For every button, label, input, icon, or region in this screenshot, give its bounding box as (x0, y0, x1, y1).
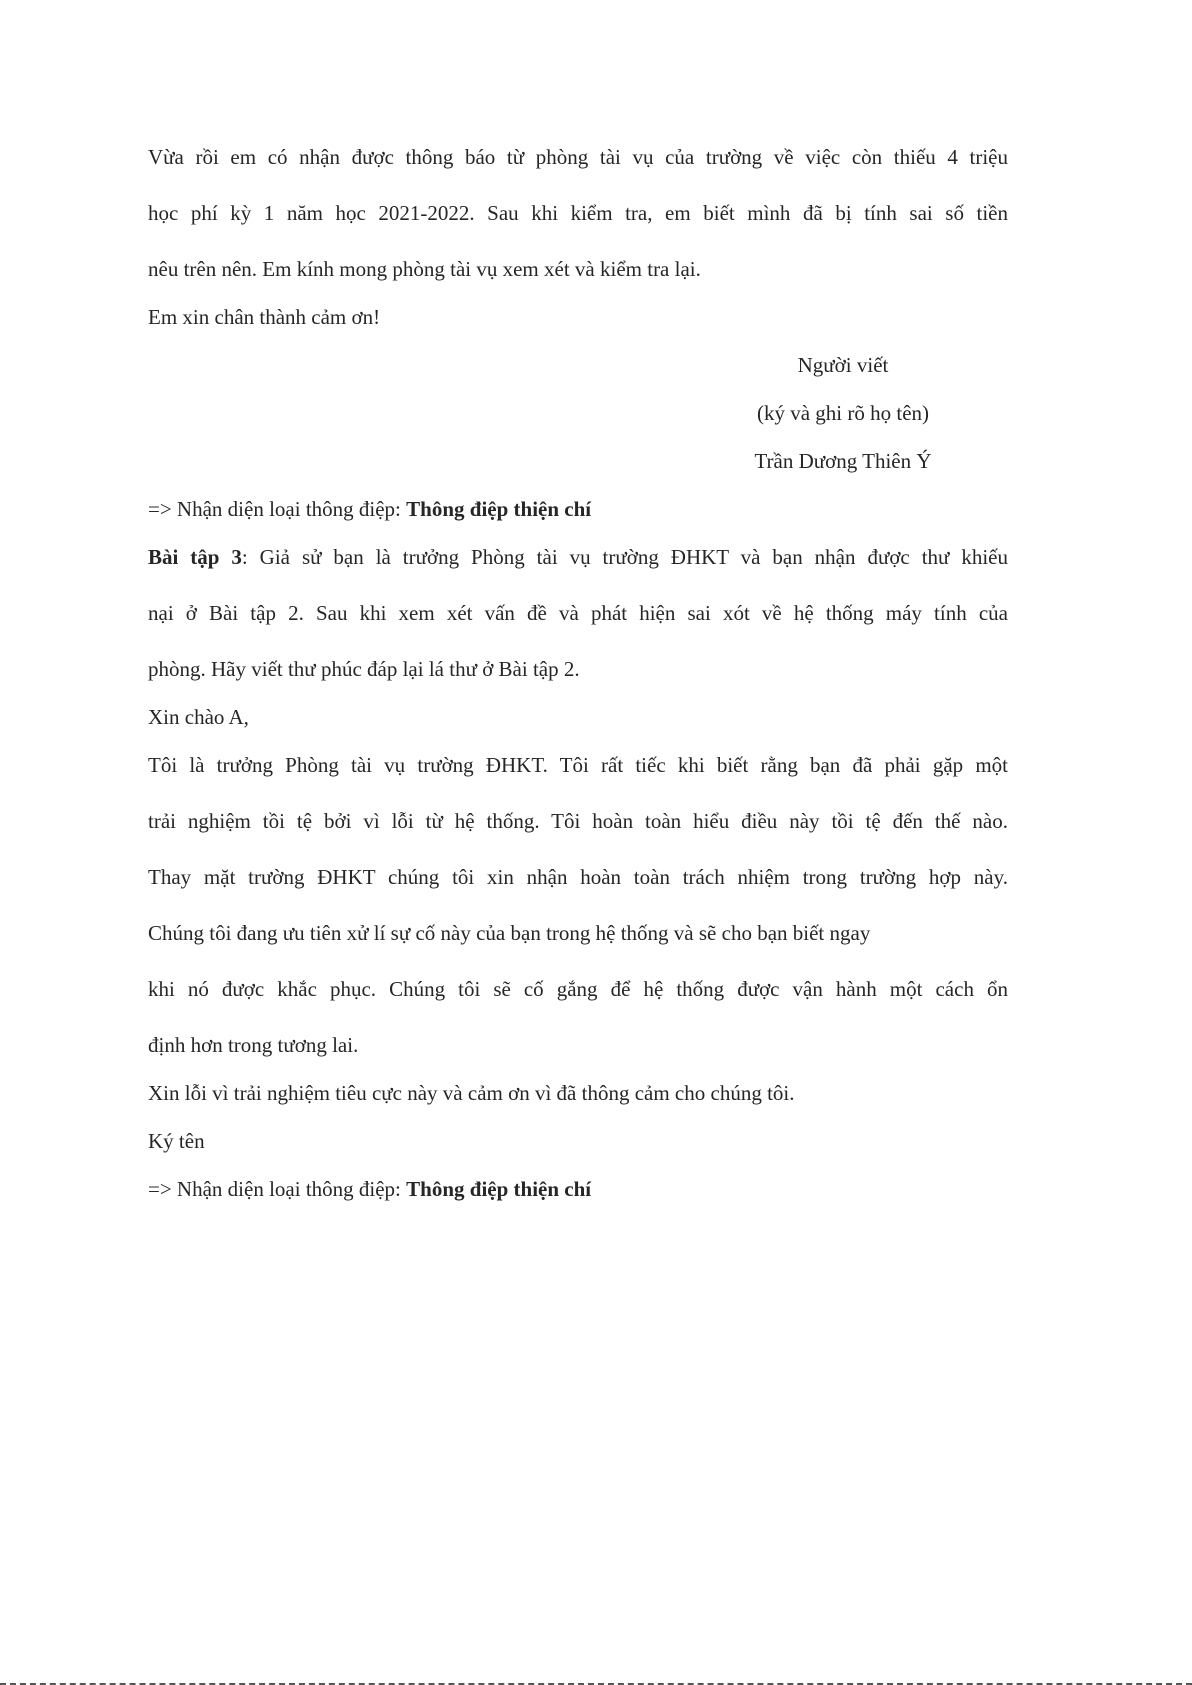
message-type-result-1 (148, 486, 1008, 534)
signature-name: Trần Dương Thiên Ý (754, 449, 932, 473)
paragraph1-line-3: nêu trên nên. Em kính mong phòng tài vụ xem xét và kiểm tra lại. (148, 257, 701, 281)
exercise3-line-1 (148, 534, 1008, 590)
exercise3-text: : Giả sử bạn là trưởng Phòng tài vụ trường ĐHKT và bạn nhận được thư khiếu (241, 545, 1009, 569)
result-value: Thông điệp thiện chí (406, 497, 592, 521)
thanks-line: Em xin chân thành cảm ơn! (148, 305, 381, 329)
result-prefix: => Nhận diện loại thông điệp: (148, 497, 407, 521)
greeting-line: Xin chào A, (148, 705, 249, 729)
document-body (148, 134, 1008, 1214)
page-bottom-border (0, 1679, 1192, 1685)
paragraph1-line-1: Vừa rồi em có nhận được thông báo từ phòng tài vụ của trường về việc còn thiếu 4 triệu (148, 145, 1008, 169)
apology-line: Xin lỗi vì trải nghiệm tiêu cực này và cảm ơn vì đã thông cảm cho chúng tôi. (148, 1081, 795, 1105)
signature-writer: Người viết (797, 353, 889, 377)
signature-instruction: (ký và ghi rõ họ tên) (756, 401, 930, 425)
exercise3-line-3: phòng. Hãy viết thư phúc đáp lại lá thư ở Bài tập 2. (148, 657, 580, 681)
body-line-1: Tôi là trưởng Phòng tài vụ trường ĐHKT. Tôi rất tiếc khi biết rằng bạn đã phải gặp một (148, 753, 1008, 777)
body-line-3: Thay mặt trường ĐHKT chúng tôi xin nhận hoàn toàn trách nhiệm trong trường hợp này. (148, 865, 1008, 889)
body-line-2: trải nghiệm tồi tệ bởi vì lỗi từ hệ thống. Tôi hoàn toàn hiểu điều này tồi tệ đến thế nào. (148, 809, 1008, 833)
exercise3-label: Bài tập 3 (148, 545, 242, 569)
body-line-4: Chúng tôi đang ưu tiên xử lí sự cố này của bạn trong hệ thống và sẽ cho bạn biết ngay (148, 921, 871, 945)
sign-off-line: Ký tên (148, 1129, 205, 1153)
paragraph1-line-2: học phí kỳ 1 năm học 2021-2022. Sau khi kiểm tra, em biết mình đã bị tính sai số tiền (148, 201, 1008, 225)
result-prefix: => Nhận diện loại thông điệp: (148, 1177, 407, 1201)
exercise3-line-2: nại ở Bài tập 2. Sau khi xem xét vấn đề và phát hiện sai xót về hệ thống máy tính của (148, 601, 1008, 625)
message-type-result-2 (148, 1166, 1008, 1214)
result-value: Thông điệp thiện chí (406, 1177, 592, 1201)
body-line-6: định hơn trong tương lai. (148, 1033, 359, 1057)
body-line-5: khi nó được khắc phục. Chúng tôi sẽ cố gắng để hệ thống được vận hành một cách ổn (148, 977, 1008, 1001)
